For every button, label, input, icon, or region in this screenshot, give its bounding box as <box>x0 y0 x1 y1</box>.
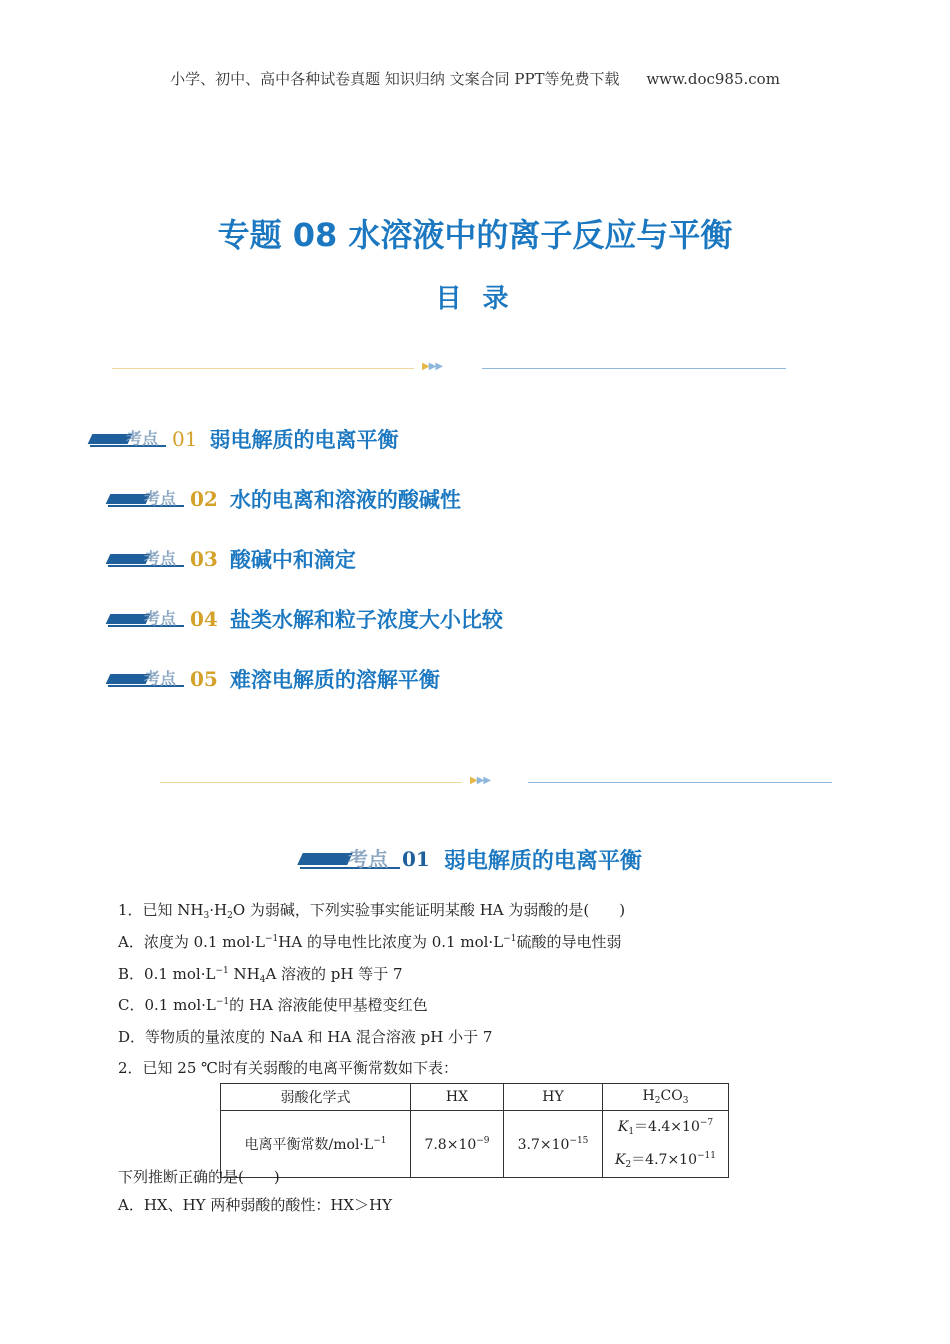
kaodian-badge: 考点 <box>90 429 166 449</box>
kaodian-badge: 考点 <box>108 549 184 569</box>
triangle-arrows-icon: ▶▶▶ <box>470 775 491 786</box>
page-header <box>0 68 950 89</box>
q2-judge: 下列推断正确的是( ) <box>118 1168 280 1186</box>
kaodian-badge: 考点 <box>108 609 184 629</box>
table-cell: $3.7\times 10^{-15}$ <box>504 1111 603 1178</box>
toc-num: 02 <box>190 487 218 511</box>
section-label: 弱电解质的电离平衡 <box>443 848 642 874</box>
section-num: 01 <box>402 847 430 871</box>
q2-stem: 2．已知 25 ℃时有关弱酸的电离平衡常数如下表： <box>118 1059 458 1077</box>
section-heading <box>300 842 642 876</box>
kaodian-badge: 考点 <box>108 489 184 509</box>
toc-label: 水的电离和溶液的酸碱性 <box>229 488 461 512</box>
toc-item-01[interactable] <box>90 424 398 454</box>
toc-num: 04 <box>190 607 218 631</box>
toc-label: 难溶电解质的溶解平衡 <box>229 668 440 692</box>
header-url[interactable]: www.doc985.com <box>646 70 780 88</box>
q1-stem: 1．已知 $NH_3\cdot H_2O$ 为弱碱，下列实验事实能证明某酸 HA 为弱酸的是( ) <box>118 901 626 921</box>
q1-option-b: B．0.1 $mol\cdot L^{-1}$ $NH_4A$ 溶液的 pH 等于 7 <box>118 965 403 985</box>
q1-option-c: C．0.1 $mol\cdot L^{-1}$的 HA 溶液能使甲基橙变红色 <box>118 996 428 1014</box>
divider-bottom <box>160 775 832 788</box>
table-header: 弱酸化学式 <box>221 1084 411 1111</box>
table-header: HY <box>504 1084 603 1111</box>
q1-option-a: A．浓度为 0.1 $mol\cdot L^{-1}HA$ 的导电性比浓度为 0.1 $mol\cdot L^{-1}$硫酸的导电性弱 <box>118 933 622 951</box>
toc-label: 盐类水解和粒子浓度大小比较 <box>229 608 503 632</box>
triangle-arrows-icon: ▶▶▶ <box>422 361 443 372</box>
page-title: 专题 08 水溶液中的离子反应与平衡 <box>217 216 733 254</box>
toc-num: 05 <box>190 667 218 691</box>
table-header: HX <box>411 1084 504 1111</box>
kaodian-badge: 考点 <box>300 847 400 871</box>
toc-item-05[interactable] <box>108 664 440 694</box>
table-cell: 电离平衡常数$/mol\cdot L^{-1}$ <box>221 1111 411 1178</box>
toc-item-04[interactable] <box>108 604 503 634</box>
toc-num: 01 <box>172 427 198 451</box>
toc-num: 03 <box>190 547 218 571</box>
toc-label: 酸碱中和滴定 <box>229 548 356 572</box>
q2-option-a: A．HX、HY 两种弱酸的酸性：HX＞HY <box>118 1196 393 1214</box>
toc-item-03[interactable] <box>108 544 356 574</box>
table-cell: $K_1=4.4\times 10^{-7}$ $K_2=4.7\times 10^{-11}$ <box>603 1111 729 1178</box>
toc-label: 弱电解质的电离平衡 <box>209 428 399 452</box>
toc-title: 目 录 <box>435 284 515 314</box>
constants-table <box>220 1083 729 1178</box>
q1-option-d: D．等物质的量浓度的 NaA 和 HA 混合溶液 pH 小于 7 <box>118 1028 493 1046</box>
kaodian-badge: 考点 <box>108 669 184 689</box>
table-cell: $7.8\times 10^{-9}$ <box>411 1111 504 1178</box>
table-header: $H_2CO_3$ <box>603 1084 729 1111</box>
header-text: 小学、初中、高中各种试卷真题 知识归纳 文案合同 PPT等免费下载 <box>170 70 620 88</box>
toc-item-02[interactable] <box>108 484 461 514</box>
divider-top <box>112 361 786 374</box>
